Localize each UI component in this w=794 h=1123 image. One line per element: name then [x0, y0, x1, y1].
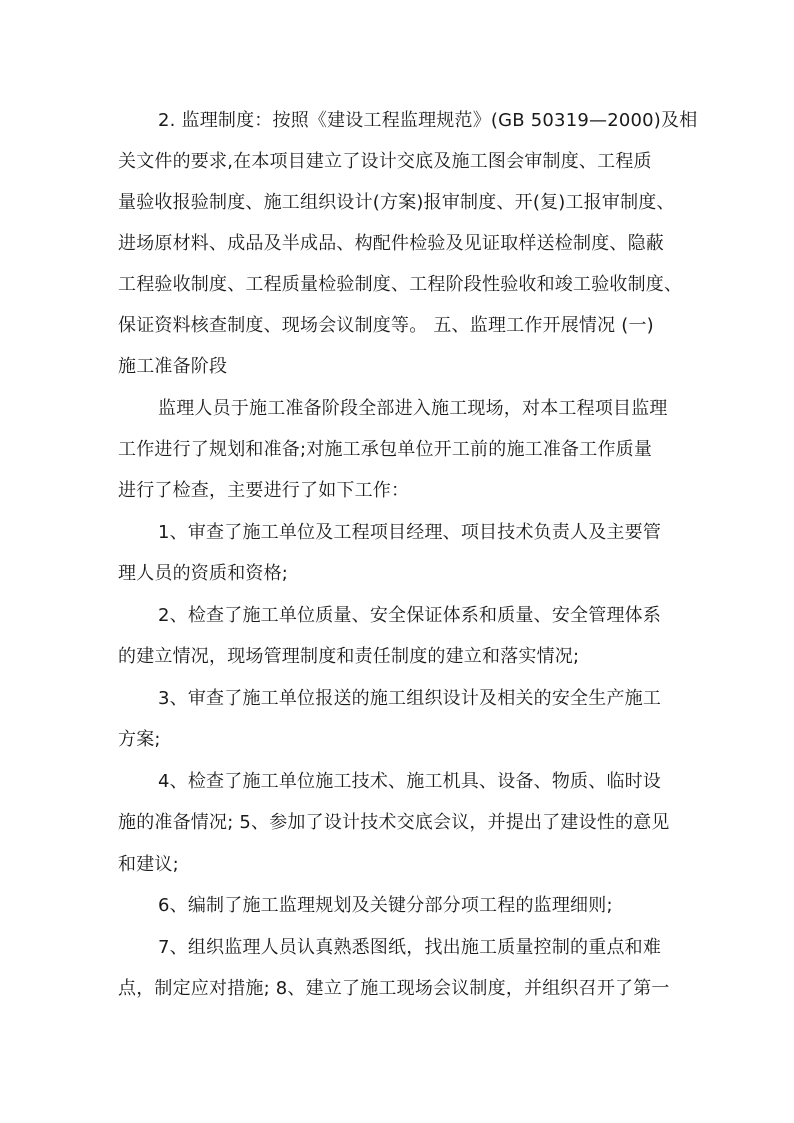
- text-line-15: 3、审查了施工单位报送的施工组织设计及相关的安全生产施工: [158, 688, 662, 709]
- text-line-7: 施工准备阶段: [118, 356, 228, 377]
- text-line-5: 工程验收制度、工程质量检验制度、工程阶段性验收和竣工验收制度、: [118, 274, 683, 295]
- text-line-3: 量验收报验制度、施工组织设计(方案)报审制度、开(复)工报审制度、: [118, 192, 675, 213]
- text-line-18: 施的准备情况; 5、参加了设计技术交底会议，并提出了建设性的意见: [118, 812, 670, 833]
- text-line-10: 进行了检查，主要进行了如下工作：: [118, 480, 410, 501]
- text-line-11: 1、审查了施工单位及工程项目经理、项目技术负责人及主要管: [158, 522, 662, 543]
- text-line-22: 点，制定应对措施; 8、建立了施工现场会议制度，并组织召开了第一: [118, 978, 670, 999]
- text-line-8: 监理人员于施工准备阶段全部进入施工现场，对本工程项目监理: [158, 398, 668, 419]
- text-line-20: 6、编制了施工监理规划及关键分部分项工程的监理细则;: [158, 895, 613, 916]
- text-line-1: 2. 监理制度：按照《建设工程监理规范》(GB 50319—2000)及相: [158, 110, 698, 131]
- text-line-16: 方案;: [118, 729, 161, 750]
- text-line-19: 和建议;: [118, 854, 179, 875]
- text-line-9: 工作进行了规划和准备;对施工承包单位开工前的施工准备工作质量: [118, 439, 653, 460]
- text-line-2: 关文件的要求,在本项目建立了设计交底及施工图会审制度、工程质: [118, 151, 652, 172]
- text-line-14: 的建立情况，现场管理制度和责任制度的建立和落实情况;: [118, 646, 580, 667]
- text-line-13: 2、检查了施工单位质量、安全保证体系和质量、安全管理体系: [158, 605, 662, 626]
- text-line-17: 4、检查了施工单位施工技术、施工机具、设备、物质、临时设: [158, 771, 662, 792]
- text-line-21: 7、组织监理人员认真熟悉图纸，找出施工质量控制的重点和难: [158, 937, 662, 958]
- text-line-12: 理人员的资质和资格;: [118, 563, 289, 584]
- text-line-6: 保证资料核查制度、现场会议制度等。 五、监理工作开展情况 (一): [118, 315, 654, 336]
- text-line-4: 进场原材料、成品及半成品、构配件检验及见证取样送检制度、隐蔽: [118, 233, 664, 254]
